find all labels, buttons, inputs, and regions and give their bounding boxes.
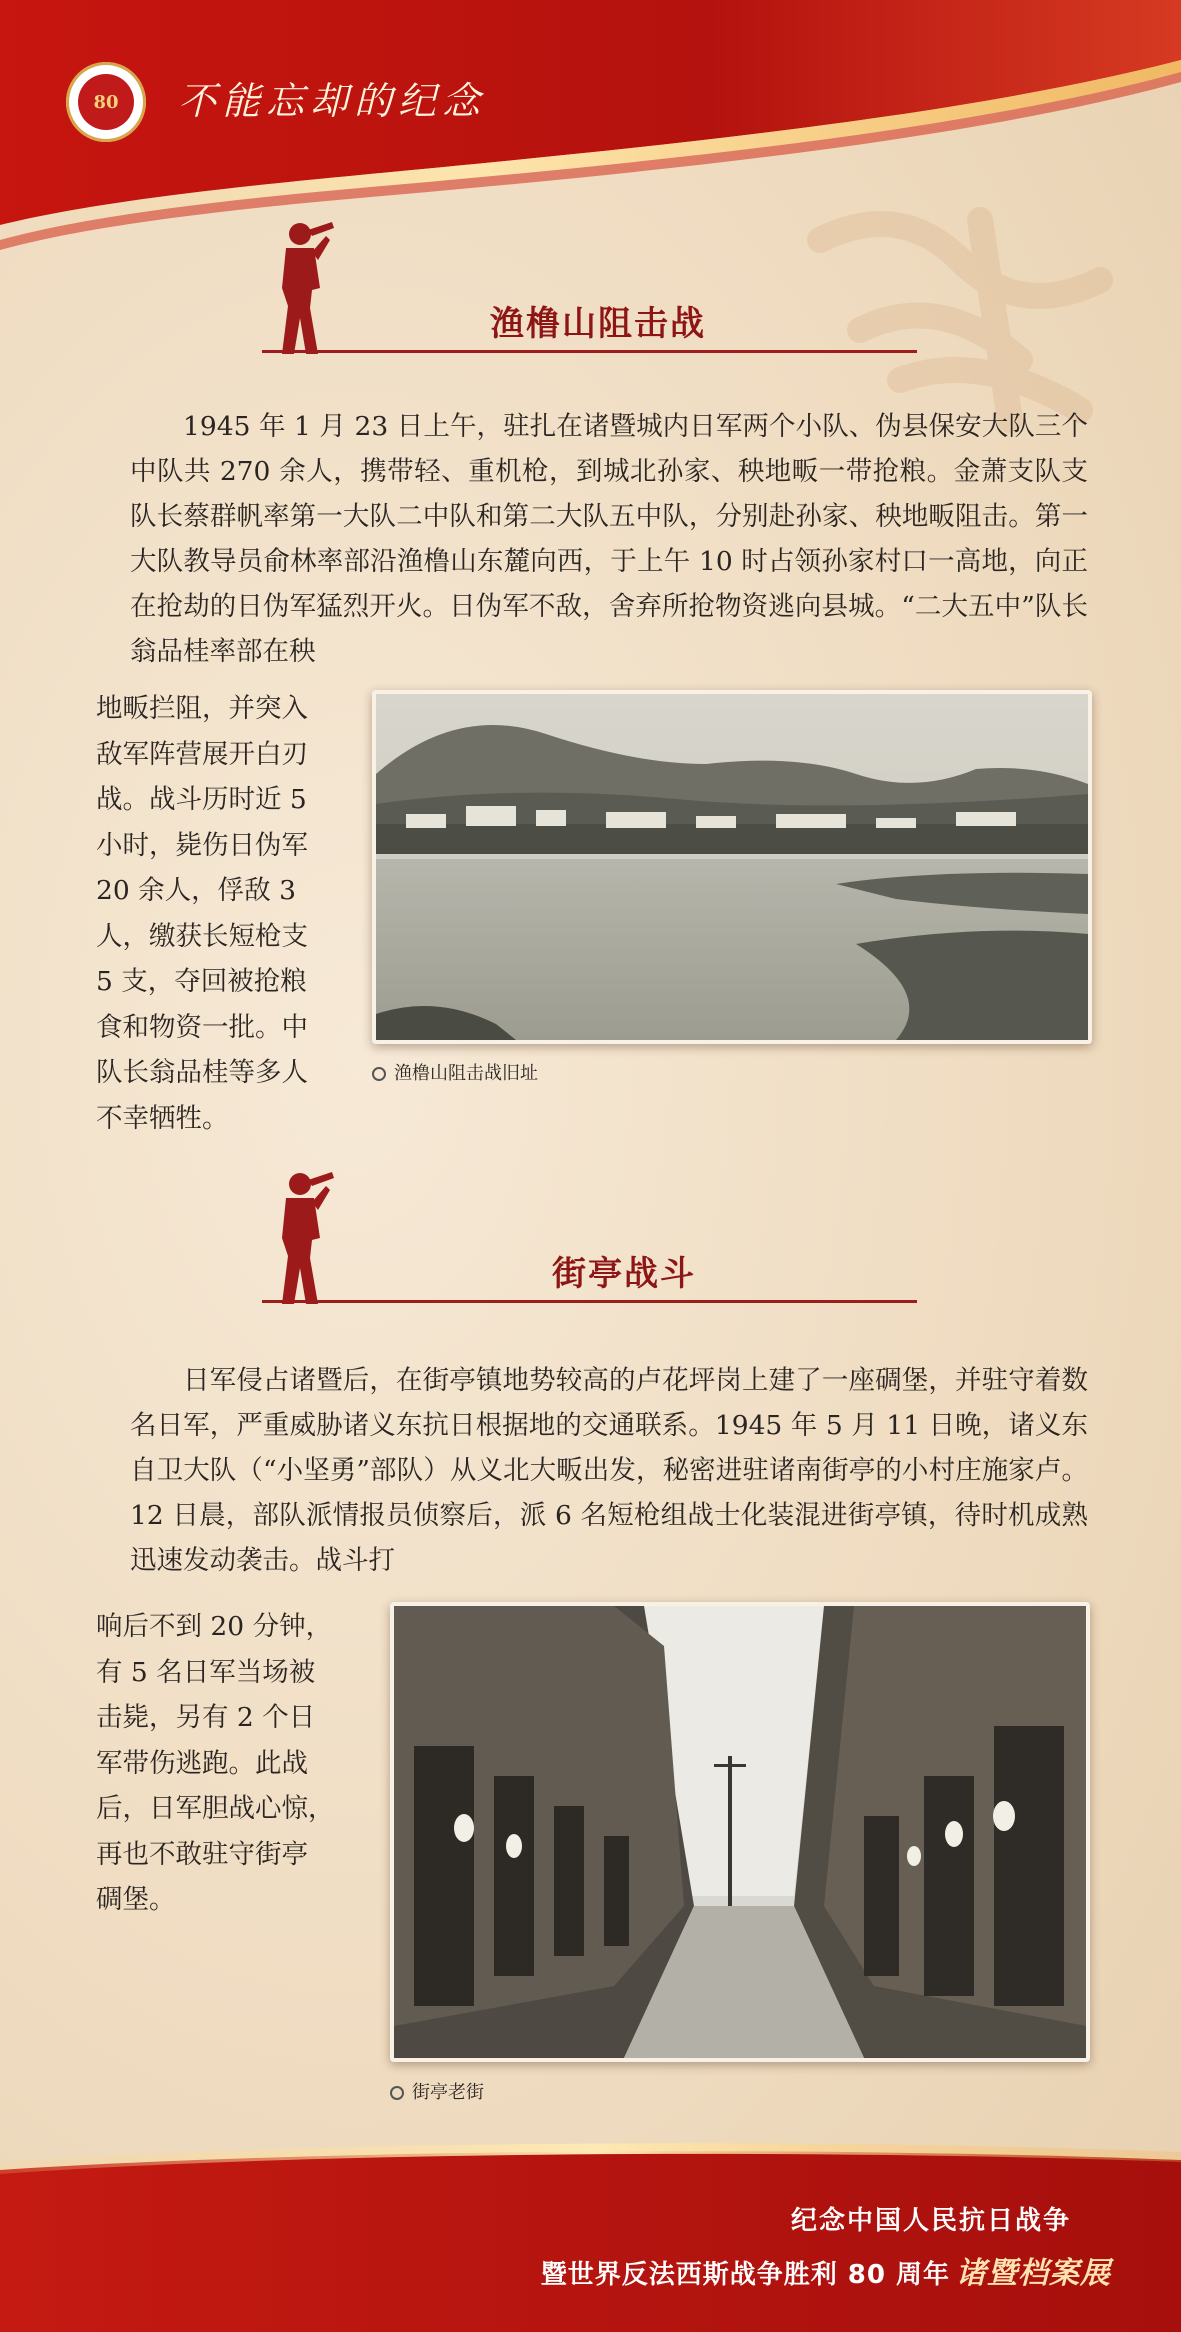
- text-line: 响后不到 20 分钟，: [96, 1611, 333, 1642]
- footer-line-1: 纪念中国人民抗日战争: [790, 2206, 1071, 2236]
- bugler-soldier-icon: [262, 218, 342, 358]
- text-line: 小时，毙伤日伪军: [96, 829, 308, 861]
- text-line: 有 5 名日军当场被: [96, 1656, 316, 1688]
- caption-circle-icon: [372, 1067, 386, 1081]
- section1-paragraph: 1945 年 1 月 23 日上午，驻扎在诸暨城内日军两个小队、伪县保安大队三个中队共 270 余人，携带轻、重机枪，到城北孙家、秧地畈一带抢粮。金萧支队支队长蔡群帆率第一大队二中队和第二大队五中队，分别赴孙家、秧地畈阻击。第一大队教导员俞林率部沿渔橹山东麓向西，于上午 10 时占领孙家村口一高地，向正在抢劫的日伪军猛烈开火。日伪军不敌，舍弃所抢物资逃向县城。“二大五中”队长翁品桂率部在秧: [130, 411, 1088, 667]
- section-rule: [262, 1300, 917, 1303]
- caption-text: 渔橹山阻击战旧址: [394, 1063, 538, 1084]
- photo-yulushan-site: [372, 690, 1092, 1044]
- text-line: 食和物资一批。中: [96, 1011, 308, 1043]
- text-line: 击毙，另有 2 个日: [96, 1702, 316, 1733]
- section-title-yulushan: 渔橹山阻击战: [490, 304, 706, 344]
- text-line: 人，缴获长短枪支: [96, 920, 308, 952]
- section2-paragraph: 日军侵占诸暨后，在街亭镇地势较高的卢花坪岗上建了一座碉堡，并驻守着数名日军，严重威胁诸义东抗日根据地的交通联系。1945 年 5 月 11 日晚，诸义东自卫大队（“小坚勇”部队）从义北大畈出发，秘密进驻诸南街亭的小村庄施家卢。12 日晨，部队派情报员侦察后，派 6 名短枪组战士化装混进街亭镇，待时机成熟迅速发动袭击。战斗打: [130, 1365, 1088, 1576]
- text-line: 军带伤逃跑。此战: [96, 1747, 308, 1779]
- footer-line-2-text: 暨世界反法西斯战争胜利 80 周年: [540, 2260, 950, 2290]
- header-title: 不能忘却的纪念: [178, 79, 487, 123]
- anniversary-logo: [66, 62, 146, 142]
- bugler-soldier-icon: [262, 1168, 342, 1308]
- section-title-jieting: 街亭战斗: [552, 1254, 696, 1294]
- text-line: 敌军阵营展开白刃: [96, 738, 308, 770]
- photo-jieting-old-street: [390, 1602, 1090, 2062]
- caption-text: 街亭老街: [412, 2082, 484, 2103]
- text-line: 5 支，夺回被抢粮: [96, 966, 307, 997]
- caption-circle-icon: [390, 2086, 404, 2100]
- text-line: 战。战斗历时近 5: [96, 784, 307, 815]
- footer-line-2: [541, 2248, 1111, 2292]
- logo-badge: 80: [78, 74, 134, 130]
- section2-wrap-text: [96, 1604, 374, 1923]
- text-line: 队长翁品桂等多人: [96, 1057, 308, 1088]
- text-line: 再也不敢驻守街亭: [96, 1838, 308, 1870]
- text-line: 20 余人，俘敌 3: [96, 875, 296, 906]
- text-line: 后，日军胆战心惊，: [96, 1793, 335, 1824]
- old-street-photo: [394, 1606, 1086, 2058]
- text-line: 地畈拦阻，并突入: [96, 693, 308, 724]
- photo-caption-2: [390, 2078, 484, 2104]
- section-rule: [262, 350, 917, 353]
- text-line: 不幸牺牲。: [96, 1102, 229, 1134]
- section1-wrap-text: [96, 686, 354, 1141]
- footer-exhibit-name: 诸暨档案展: [956, 2256, 1111, 2291]
- lake-village-photo: [376, 694, 1088, 1040]
- photo-caption-1: [372, 1059, 538, 1085]
- text-line: 碉堡。: [96, 1884, 176, 1915]
